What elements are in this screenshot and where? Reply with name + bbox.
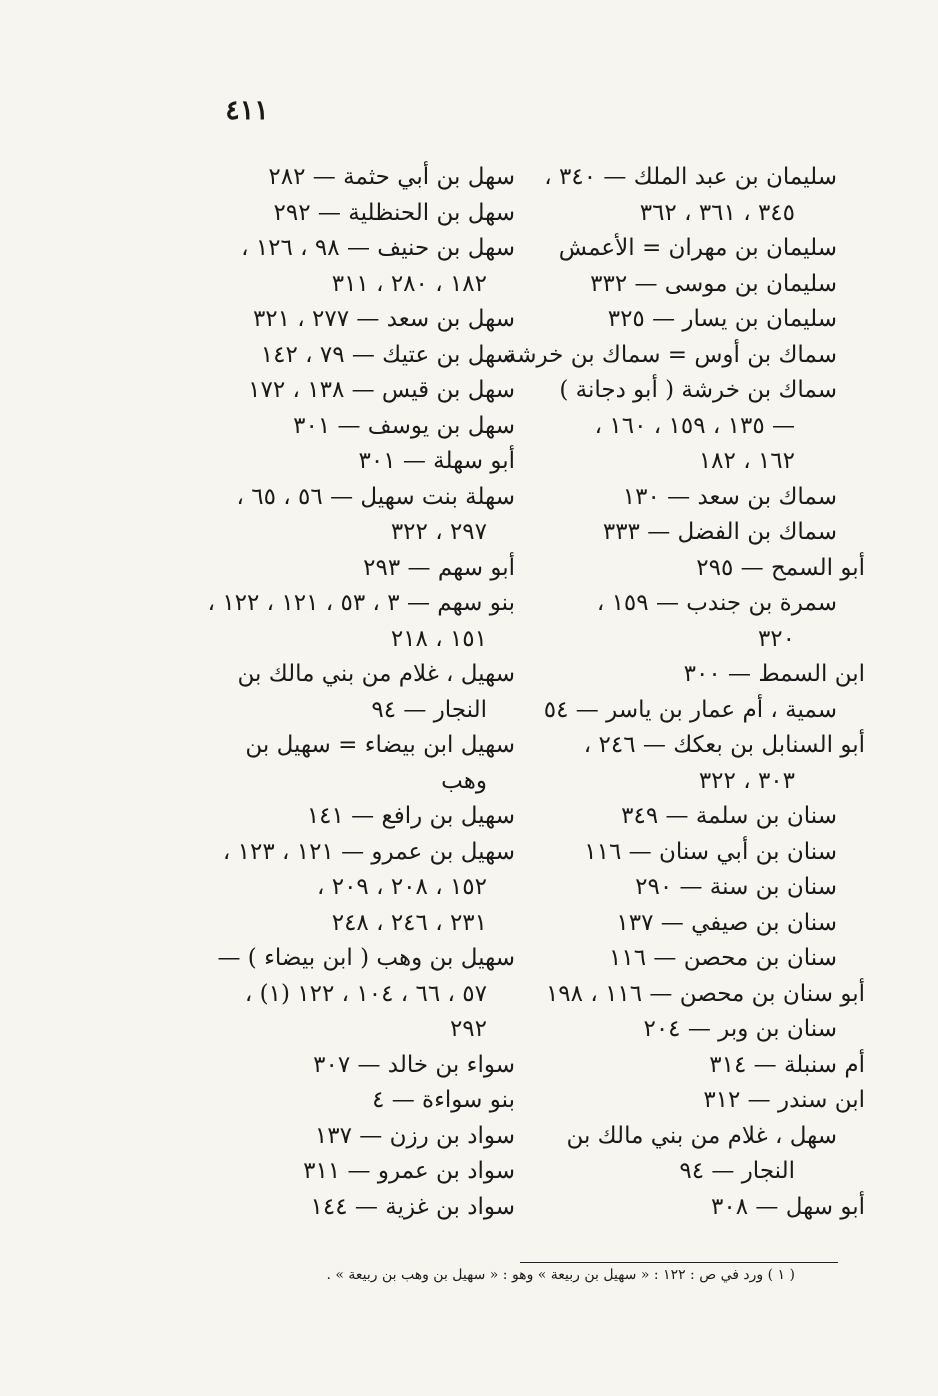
index-entry-line: أبو سهلة — ٣٠١ bbox=[358, 448, 515, 474]
index-entry-line: النجار — ٩٤ bbox=[679, 1158, 795, 1184]
index-entry-line: سنان بن وبر — ٢٠٤ bbox=[643, 1016, 837, 1042]
index-entry-line: سليمان بن يسار — ٣٢٥ bbox=[607, 306, 837, 332]
index-entry-line: سواد بن غزية — ١٤٤ bbox=[310, 1193, 515, 1220]
index-entry-line: سهيل بن رافع — ١٤١ bbox=[306, 803, 515, 829]
index-entry-line: ٣٠٣ ، ٣٢٢ bbox=[698, 767, 795, 794]
index-entry-line: سهل بن قيس — ١٣٨ ، ١٧٢ bbox=[248, 377, 515, 403]
index-entry-line: أبو سنان بن محصن — ١١٦ ، ١٩٨ bbox=[545, 980, 865, 1007]
index-entry-line: سهل ، غلام من بني مالك بن bbox=[566, 1122, 837, 1149]
index-entry-line: ٢٣١ ، ٢٤٦ ، ٢٤٨ bbox=[331, 909, 487, 936]
index-entry-line: — ١٣٥ ، ١٥٩ ، ١٦٠ ، bbox=[594, 412, 795, 439]
index-entry-line: سماك بن أوس = سماك بن خرشة bbox=[504, 341, 837, 368]
index-entry-line: سمية ، أم عمار بن ياسر — ٥٤ bbox=[543, 696, 837, 723]
index-entry-line: سهيل بن وهب ( ابن بيضاء ) — bbox=[217, 945, 515, 971]
index-entry-line: أبو السمح — ٢٩٥ bbox=[696, 554, 865, 581]
index-entry-line: ٣٢٠ bbox=[757, 625, 795, 652]
index-entry-line: بنو سواءة — ٤ bbox=[372, 1087, 515, 1113]
index-entry-line: سهل بن سعد — ٢٧٧ ، ٣٢١ bbox=[252, 306, 515, 332]
index-column-right bbox=[504, 160, 865, 1225]
index-entry-line: سماك بن سعد — ١٣٠ bbox=[622, 483, 837, 510]
index-entry-line: سهل بن حنيف — ٩٨ ، ١٢٦ ، bbox=[241, 235, 515, 261]
index-entry-line: سماك بن الفضل — ٣٣٣ bbox=[602, 519, 837, 545]
index-entry-line: سنان بن سلمة — ٣٤٩ bbox=[621, 803, 837, 829]
footnote: ( ١ ) ورد في ص : ١٢٢ : « سهيل بن ربيعة » وهو : « سهيل بن وهب بن ربيعة » . bbox=[326, 1267, 795, 1283]
index-entry-line: سواد بن رزن — ١٣٧ bbox=[314, 1122, 515, 1149]
index-entry-line: سنان بن سنة — ٢٩٠ bbox=[635, 874, 837, 900]
index-entry-line: ابن سندر — ٣١٢ bbox=[703, 1087, 865, 1113]
index-entry-line: ٣٤٥ ، ٣٦١ ، ٣٦٢ bbox=[639, 199, 795, 226]
index-entry-line: أم سنبلة — ٣١٤ bbox=[709, 1051, 865, 1078]
index-entry-line: سهيل بن عمرو — ١٢١ ، ١٢٣ ، bbox=[222, 838, 515, 865]
index-entry-line: سهلة بنت سهيل — ٥٦ ، ٦٥ ، bbox=[236, 483, 515, 510]
page-number: ٤١١ bbox=[225, 95, 269, 126]
index-entry-line: ١٨٢ ، ٢٨٠ ، ٣١١ bbox=[331, 270, 487, 297]
index-entry-line: أبو السنابل بن بعكك — ٢٤٦ ، bbox=[583, 732, 865, 758]
index-entry-line: وهب bbox=[441, 767, 487, 794]
index-entry-line: ١٦٢ ، ١٨٢ bbox=[698, 448, 795, 474]
index-entry-line: أبو سهل — ٣٠٨ bbox=[711, 1193, 865, 1220]
index-entry-line: ابن السمط — ٣٠٠ bbox=[683, 661, 865, 687]
index-entry-line: سمرة بن جندب — ١٥٩ ، bbox=[596, 590, 837, 616]
index-entry-line: أبو سهم — ٢٩٣ bbox=[363, 554, 515, 581]
index-entry-line: سواد بن عمرو — ٣١١ bbox=[303, 1158, 515, 1184]
index-entry-line: سنان بن محصن — ١١٦ bbox=[609, 945, 837, 971]
footnote-divider bbox=[520, 1262, 838, 1263]
index-column-left bbox=[170, 160, 515, 1225]
index-entry-line: سهل بن الحنظلية — ٢٩٢ bbox=[273, 199, 515, 226]
index-entry-line: سليمان بن موسى — ٣٣٢ bbox=[590, 270, 837, 297]
index-entry-line: ١٥١ ، ٢١٨ bbox=[390, 625, 487, 652]
index-entry-line: سليمان بن عبد الملك — ٣٤٠ ، bbox=[544, 164, 837, 190]
index-entry-line: سماك بن خرشة ( أبو دجانة ) bbox=[559, 377, 837, 403]
index-entry-line: سنان بن صيفي — ١٣٧ bbox=[616, 909, 837, 936]
index-entry-line: سهل بن يوسف — ٣٠١ bbox=[293, 412, 515, 439]
index-entry-line: سواء بن خالد — ٣٠٧ bbox=[313, 1051, 515, 1078]
index-entry-line: سنان بن أبي سنان — ١١٦ bbox=[584, 838, 837, 865]
index-entry-line: سليمان بن مهران = الأعمش bbox=[558, 235, 837, 261]
index-entry-line: سهل بن عتيك — ٧٩ ، ١٤٢ bbox=[260, 341, 515, 368]
index-entry-line: ٢٩٢ bbox=[449, 1016, 487, 1042]
index-entry-line: سهل بن أبي حثمة — ٢٨٢ bbox=[268, 164, 515, 190]
index-entry-line: سهيل ، غلام من بني مالك بن bbox=[237, 661, 515, 687]
index-entry-line: بنو سهم — ٣ ، ٥٣ ، ١٢١ ، ١٢٢ ، bbox=[207, 590, 515, 616]
index-entry-line: ٥٧ ، ٦٦ ، ١٠٤ ، ١٢٢ (١) ، bbox=[244, 980, 487, 1007]
index-entry-line: سهيل ابن بيضاء = سهيل بن bbox=[245, 732, 515, 758]
index-entry-line: ٢٩٧ ، ٣٢٢ bbox=[390, 519, 487, 545]
index-entry-line: النجار — ٩٤ bbox=[371, 696, 487, 723]
index-entry-line: ١٥٢ ، ٢٠٨ ، ٢٠٩ ، bbox=[316, 874, 487, 900]
